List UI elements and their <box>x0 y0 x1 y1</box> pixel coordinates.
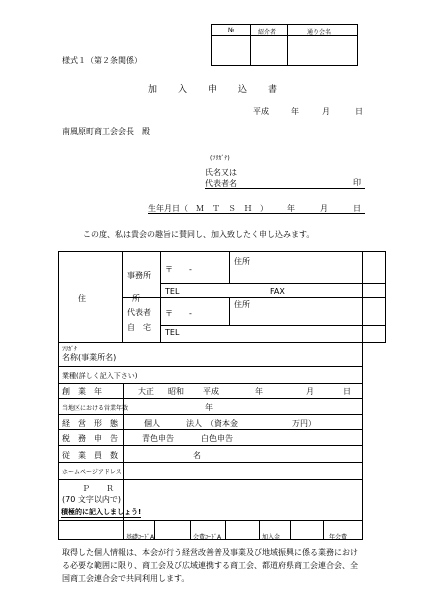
footer-fee-code: 会費ｺｰﾄﾞA <box>193 534 222 541</box>
representative-label: 代表者名 <box>205 179 237 188</box>
management-form-label: 経 営 形 態 <box>62 419 118 428</box>
footer-code-a: 基礎ｺｰﾄﾞA <box>126 534 155 541</box>
founded-day: 日 <box>343 387 351 396</box>
office-address-label: 住所 <box>234 257 250 266</box>
introducer-header: 紹介者 <box>258 29 277 36</box>
number-header: № <box>228 27 235 34</box>
birth-month: 月 <box>320 204 328 213</box>
home-label-1: 代表者 <box>127 308 151 317</box>
name-label: 氏名又は <box>205 168 237 177</box>
date-month: 月 <box>322 107 330 116</box>
business-name-furigana: ﾌﾘｶﾞﾅ <box>62 346 78 353</box>
founded-label: 創 業 年 <box>62 387 102 396</box>
industry-label: 業種(詳しく記入下さい) <box>62 372 138 380</box>
office-label: 事務所 <box>127 271 151 280</box>
founded-taisho: 大正 <box>138 387 154 396</box>
furigana-label: (ﾌﾘｶﾞﾅ) <box>210 155 230 162</box>
home-tel-label: TEL <box>165 328 180 337</box>
date-era: 平成 <box>253 107 269 116</box>
founded-heisei: 平成 <box>203 387 219 396</box>
founded-showa: 昭和 <box>168 387 184 396</box>
founded-year: 年 <box>255 387 263 396</box>
founded-month: 月 <box>306 387 314 396</box>
form-title: 加 入 申 込 書 <box>148 85 284 95</box>
birth-day: 日 <box>353 204 361 213</box>
tax-blue: 青色申告 <box>142 434 174 443</box>
form-individual: 個人 <box>144 419 160 428</box>
seal-mark: 印 <box>353 178 361 187</box>
employees-label: 従 業 員 数 <box>62 451 118 460</box>
form-corporate: 法人 （資本金 <box>186 419 238 428</box>
office-fax-label: FAX <box>270 287 285 296</box>
office-tel-label: TEL <box>165 287 180 296</box>
tax-white: 白色申告 <box>201 434 233 443</box>
form-number: 様式１（第２条関係） <box>62 56 142 65</box>
tax-label: 税 務 申 告 <box>62 434 118 443</box>
birth-year: 年 <box>287 204 295 213</box>
home-postal: 〒 - <box>165 309 192 318</box>
office-postal: 〒 - <box>165 265 192 274</box>
addressee: 南風原町商工会会長 殿 <box>62 127 150 136</box>
date-year: 年 <box>291 107 299 116</box>
years-unit: 年 <box>205 403 213 412</box>
form-capital-unit: 万円） <box>292 419 316 428</box>
home-address-label: 住所 <box>234 300 250 309</box>
street-association-header: 通り会名 <box>307 29 332 36</box>
footer-entry-fee: 加入金 <box>262 534 281 541</box>
date-day: 日 <box>355 107 363 116</box>
address-label: 住 所 <box>78 294 150 303</box>
pr-sub: (70 文字以内で) <box>62 495 121 504</box>
employees-unit: 名 <box>193 451 201 460</box>
homepage-label: ホームページアドレス <box>62 469 122 476</box>
pr-label: Ｐ Ｒ <box>82 484 114 493</box>
birthdate-label: 生年月日（ Ｍ Ｔ Ｓ Ｈ ） <box>148 204 268 213</box>
statement: この度、私は貴会の趣旨に賛同し、加入致したく申し込みます。 <box>83 230 315 239</box>
privacy-notice: 取得した個人情報は、本会が行う経営改善普及事業及び地域振興に係る業務における必要な範囲に限り、商工会及び広域連携する商工会、都道府県商工会連合会、全国商工会連合会で共同利用します。 <box>62 548 358 583</box>
home-label-2: 自 宅 <box>127 323 151 332</box>
business-name-label: 名称(事業所名) <box>62 353 117 362</box>
footer-annual-fee: 年会費 <box>329 534 348 541</box>
pr-note: 積極的に記入しましょう! <box>61 508 142 516</box>
years-label: 当地区における営業年数 <box>62 405 129 412</box>
